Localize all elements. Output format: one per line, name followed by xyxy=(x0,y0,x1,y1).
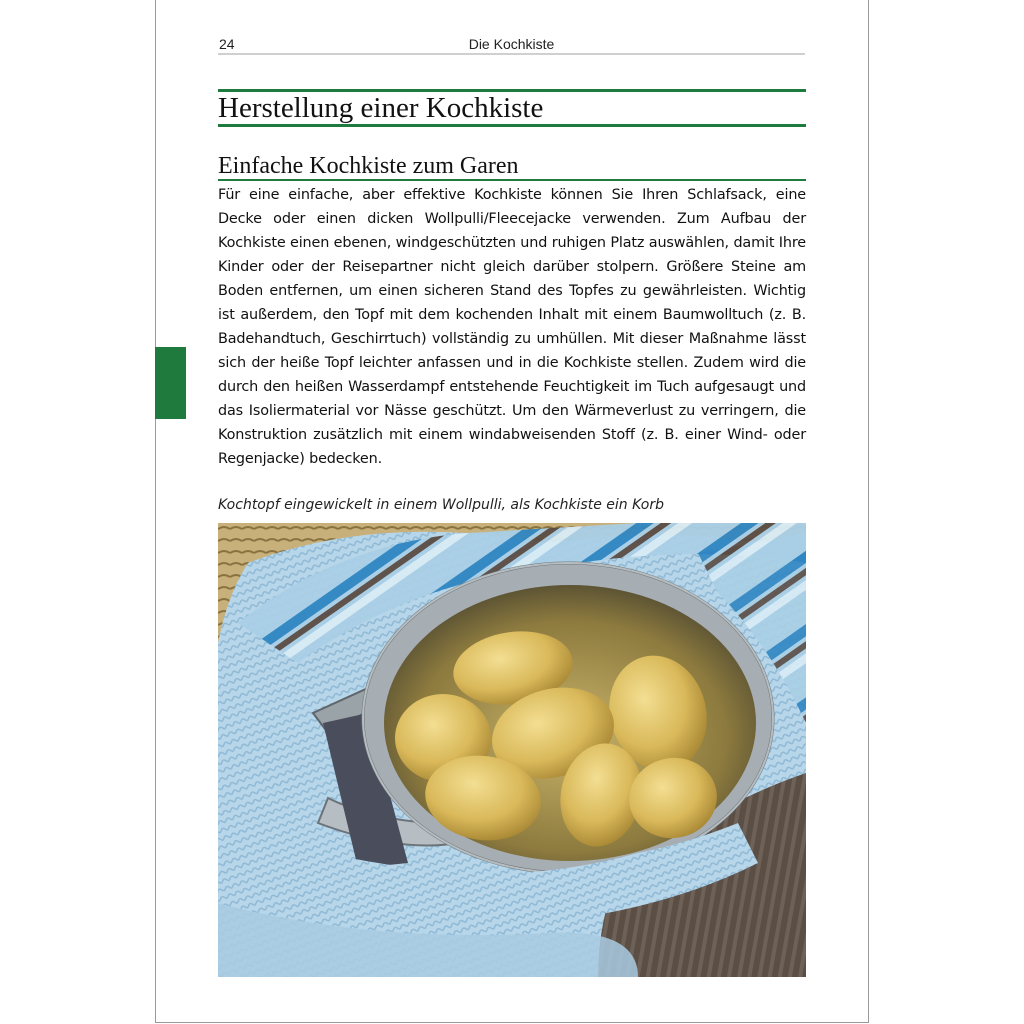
pot-with-potatoes-illustration xyxy=(218,523,806,977)
figure-caption: Kochtopf eingewickelt in einem Wollpulli, als Kochkiste ein Korb xyxy=(218,497,664,513)
header-rule xyxy=(218,53,805,55)
chapter-title-bottom-rule xyxy=(218,124,806,127)
chapter-title: Herstellung einer Kochkiste xyxy=(218,92,544,124)
running-header: Die Kochkiste xyxy=(468,36,555,52)
chapter-thumb-tab xyxy=(155,347,186,419)
section-title-rule xyxy=(218,179,806,181)
section-title: Einfache Kochkiste zum Garen xyxy=(218,153,519,179)
body-paragraph: Für eine einfache, aber effektive Kochkiste können Sie Ihren Schlafsack, eine Decke oder einen dicken Wollpulli/Fleecejacke verwenden. Zum Aufbau der Kochkiste einen ebenen, windgeschützten und ruhigen Platz auswählen, damit Ihre Kinder oder der Reisepartner nicht gleich darüber stolpern. Größere Steine am Boden entfernen, um einen sicheren Stand des Topfes zu gewährleisten. Wichtig ist außerdem, den Topf mit dem kochenden Inhalt mit einem Baumwolltuch (z. B. Badehandtuch, Geschirrtuch) vollständig zu umhüllen. Mit dieser Maßnahme lässt sich der heiße Topf leichter anfassen und in die Kochkiste stellen. Zudem wird die durch den heißen Wasserdampf entstehende Feuchtigkeit im Tuch aufgesaugt und das Isoliermaterial vor Nässe geschützt. Um den Wärmeverlust zu verringern, die Konstruktion zusätzlich mit einem windabweisenden Stoff (z. B. einer Wind- oder Regenjacke) bedecken. xyxy=(218,187,806,467)
figure-photo xyxy=(218,523,806,977)
page-number: 24 xyxy=(219,36,235,52)
